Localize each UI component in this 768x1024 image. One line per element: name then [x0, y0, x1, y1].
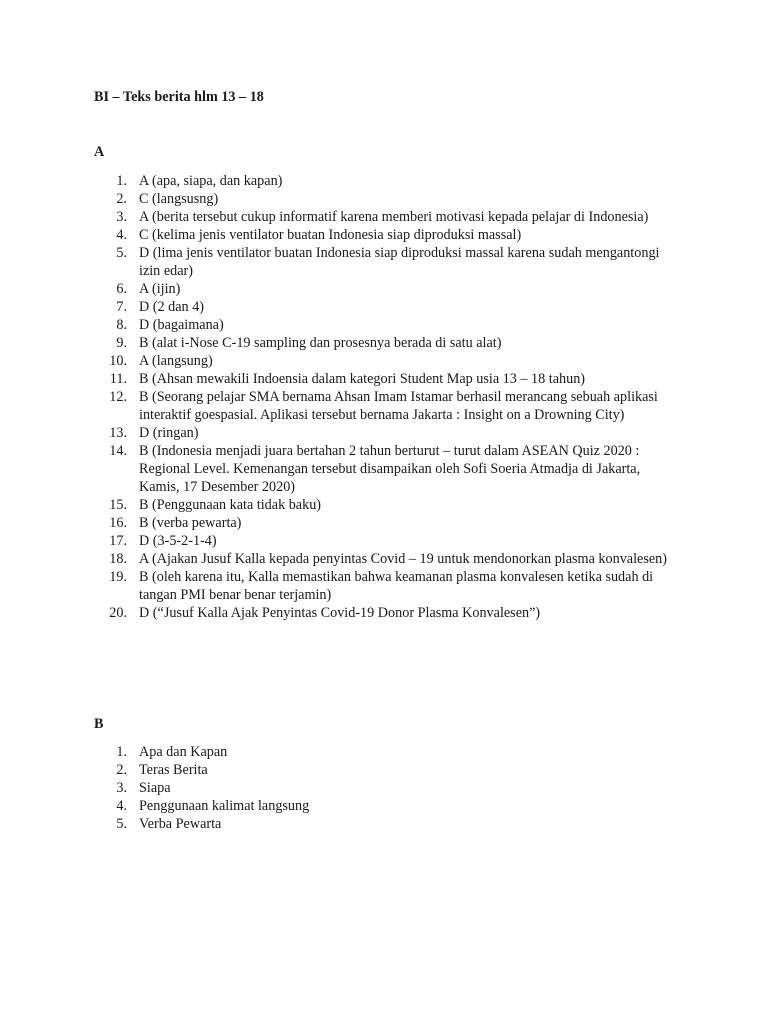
list-item: [94, 779, 674, 797]
section-b-list: [94, 743, 674, 833]
item-text: C (kelima jenis ventilator buatan Indonesia siap diproduksi massal): [139, 227, 522, 243]
item-text: B (alat i-Nose C-19 sampling dan prosesnya berada di satu alat): [139, 335, 502, 351]
list-item: [94, 334, 674, 352]
item-text: D (2 dan 4): [139, 299, 205, 315]
list-item: [94, 604, 674, 622]
item-number: 4.: [116, 227, 127, 243]
list-item: [94, 797, 674, 815]
item-text: Teras Berita: [139, 762, 208, 778]
item-number: 3.: [116, 780, 127, 796]
list-item: [94, 568, 674, 604]
item-number: 16.: [109, 515, 127, 531]
list-item: [94, 496, 674, 514]
item-text: D (3-5-2-1-4): [139, 533, 217, 549]
section-a-heading: A: [94, 144, 105, 160]
item-text: Siapa: [139, 780, 171, 796]
item-text: Penggunaan kalimat langsung: [139, 798, 310, 814]
item-number: 6.: [116, 281, 127, 297]
item-number: 19.: [109, 569, 127, 585]
item-text: Apa dan Kapan: [139, 744, 228, 760]
item-number: 20.: [109, 605, 127, 621]
item-text: A (ijin): [139, 281, 181, 297]
list-item: [94, 761, 674, 779]
item-number: 11.: [109, 371, 127, 387]
list-item: [94, 280, 674, 298]
item-number: 2.: [116, 762, 127, 778]
item-text: B (Penggunaan kata tidak baku): [139, 497, 322, 513]
item-text: D (lima jenis ventilator buatan Indonesia siap diproduksi massal karena sudah mengantongi izin edar): [139, 245, 660, 279]
list-item: [94, 532, 674, 550]
item-number: 17.: [109, 533, 127, 549]
list-item: [94, 244, 674, 280]
item-text: D (bagaimana): [139, 317, 224, 333]
list-item: [94, 514, 674, 532]
item-number: 12.: [109, 389, 127, 405]
item-number: 1.: [116, 744, 127, 760]
item-number: 5.: [116, 245, 127, 261]
section-a-list: [94, 172, 674, 622]
list-item: [94, 172, 674, 190]
list-item: [94, 316, 674, 334]
item-number: 4.: [116, 798, 127, 814]
list-item: [94, 352, 674, 370]
item-text: B (verba pewarta): [139, 515, 242, 531]
item-number: 13.: [109, 425, 127, 441]
item-number: 14.: [109, 443, 127, 459]
document-title: BI – Teks berita hlm 13 – 18: [94, 89, 264, 105]
item-text: B (Indonesia menjadi juara bertahan 2 tahun berturut – turut dalam ASEAN Quiz 2020 : Regional Level. Kemenangan tersebut disampaikan oleh Sofi Soeria Atmadja di Jakarta, Kamis, 17 Desember 2020): [139, 443, 641, 495]
list-item: [94, 208, 674, 226]
item-number: 10.: [109, 353, 127, 369]
list-item: [94, 226, 674, 244]
item-number: 2.: [116, 191, 127, 207]
item-text: A (apa, siapa, dan kapan): [139, 173, 283, 189]
item-number: 7.: [116, 299, 127, 315]
list-item: [94, 550, 674, 568]
item-text: B (oleh karena itu, Kalla memastikan bahwa keamanan plasma konvalesen ketika sudah di tangan PMI benar benar terjamin): [139, 569, 654, 603]
item-number: 1.: [116, 173, 127, 189]
item-number: 18.: [109, 551, 127, 567]
list-item: [94, 743, 674, 761]
item-text: A (langsung): [139, 353, 213, 369]
list-item: [94, 370, 674, 388]
item-number: 9.: [116, 335, 127, 351]
item-text: B (Seorang pelajar SMA bernama Ahsan Imam Istamar berhasil merancang sebuah aplikasi interaktif goespasial. Aplikasi tersebut bernama Jakarta : Insight on a Drowning City): [139, 389, 658, 423]
item-text: D (“Jusuf Kalla Ajak Penyintas Covid-19 Donor Plasma Konvalesen”): [139, 605, 541, 621]
item-text: D (ringan): [139, 425, 199, 441]
section-b-heading: B: [94, 716, 104, 732]
item-number: 5.: [116, 816, 127, 832]
list-item: [94, 442, 674, 496]
item-number: 3.: [116, 209, 127, 225]
list-item: [94, 424, 674, 442]
item-text: A (Ajakan Jusuf Kalla kepada penyintas Covid – 19 untuk mendonorkan plasma konvalesen): [139, 551, 667, 567]
item-text: Verba Pewarta: [139, 816, 222, 832]
item-text: A (berita tersebut cukup informatif karena memberi motivasi kepada pelajar di Indonesia): [139, 209, 649, 225]
list-item: [94, 815, 674, 833]
item-number: 8.: [116, 317, 127, 333]
list-item: [94, 388, 674, 424]
list-item: [94, 190, 674, 208]
item-number: 15.: [109, 497, 127, 513]
list-item: [94, 298, 674, 316]
item-text: C (langsusng): [139, 191, 219, 207]
item-text: B (Ahsan mewakili Indoensia dalam kategori Student Map usia 13 – 18 tahun): [139, 371, 586, 387]
